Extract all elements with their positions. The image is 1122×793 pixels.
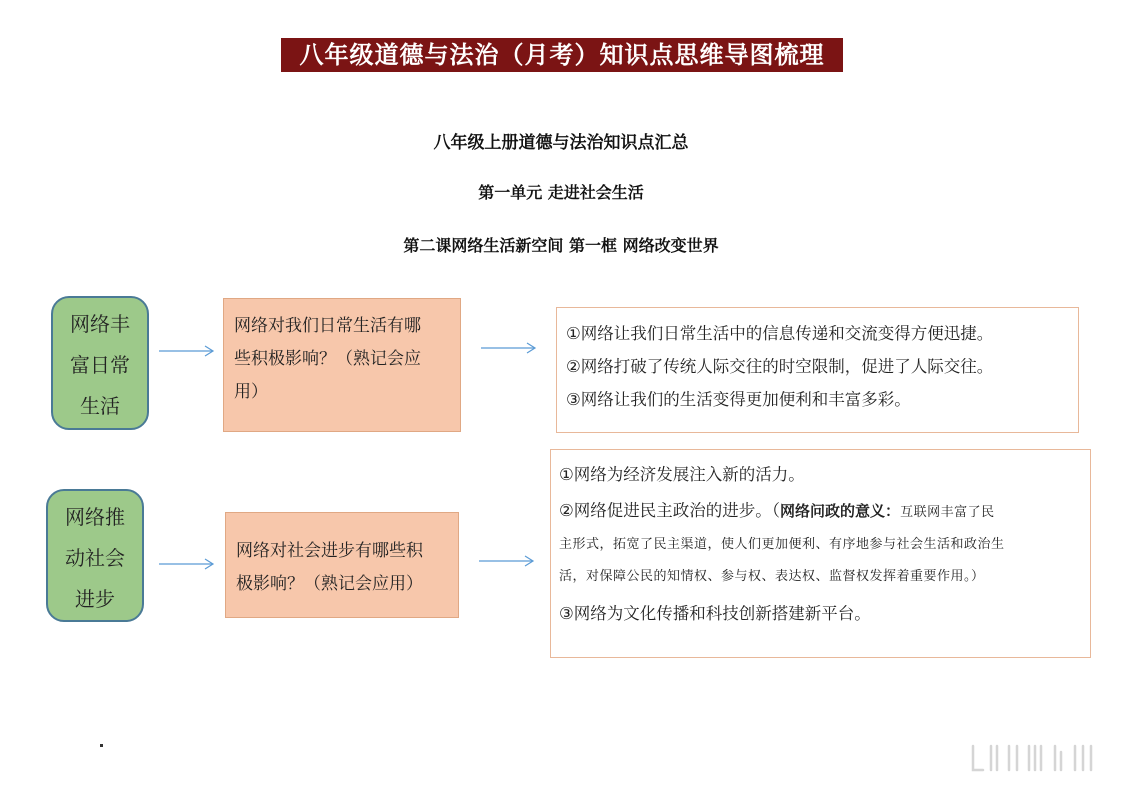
topic-line: 网络推: [65, 505, 125, 529]
topic-line: 动社会: [65, 546, 125, 570]
question-line: 用）: [234, 382, 268, 402]
topic-line: 进步: [75, 587, 115, 611]
lesson-heading: 第二课网络生活新空间 第一框 网络改变世界: [403, 236, 719, 255]
arrow-right-icon: [157, 556, 217, 572]
question-line: 网络对我们日常生活有哪: [234, 316, 421, 336]
answer-item: ③网络为文化传播和科技创新搭建新平台。: [559, 604, 871, 623]
topic-node-social-progress: [46, 489, 144, 622]
answer-item-detail: 互联网丰富了民: [900, 505, 995, 520]
topic-node-enrich-life: [51, 296, 149, 430]
question-node-social-progress: [225, 512, 459, 618]
answer-item: ②网络打破了传统人际交往的时空限制，促进了人际交往。: [566, 357, 994, 376]
answer-item: ①网络让我们日常生活中的信息传递和交流变得方便迅捷。: [566, 324, 994, 343]
question-line: 极影响？（熟记会应用）: [236, 574, 423, 594]
topic-line: 网络丰: [70, 312, 130, 336]
answer-item-detail: 主形式，拓宽了民主渠道，使人们更加便利、有序地参与社会生活和政治生: [559, 537, 1005, 552]
section-heading: 八年级上册道德与法治知识点汇总: [433, 133, 689, 153]
question-node-daily-life: [223, 298, 461, 432]
answer-item-detail: 活，对保障公民的知情权、参与权、表达权、监督权发挥着重要作用。）: [559, 569, 985, 584]
stray-dot: [100, 744, 103, 747]
question-line: 些积极影响？（熟记会应: [234, 349, 421, 369]
arrow-right-icon: [477, 553, 537, 569]
answer-item: ①网络为经济发展注入新的活力。: [559, 465, 805, 484]
unit-heading: 第一单元 走进社会生活: [478, 183, 644, 202]
topic-line: 富日常: [70, 353, 130, 377]
answer-item: [559, 496, 1090, 529]
watermark-icon: [965, 742, 1100, 774]
answer-box-daily-life: [556, 307, 1079, 433]
arrow-right-icon: [157, 343, 217, 359]
page-banner-title: 八年级道德与法治（月考）知识点思维导图梳理: [281, 38, 843, 72]
question-line: 网络对社会进步有哪些积: [236, 541, 423, 561]
answer-item-text: ②网络促进民主政治的进步。（: [559, 501, 781, 520]
answer-item-emphasis: 网络问政的意义：: [780, 502, 901, 520]
topic-line: 生活: [80, 394, 120, 418]
answer-item: ③网络让我们的生活变得更加便利和丰富多彩。: [566, 390, 911, 409]
arrow-right-icon: [479, 340, 539, 356]
answer-box-social-progress: [550, 449, 1091, 658]
